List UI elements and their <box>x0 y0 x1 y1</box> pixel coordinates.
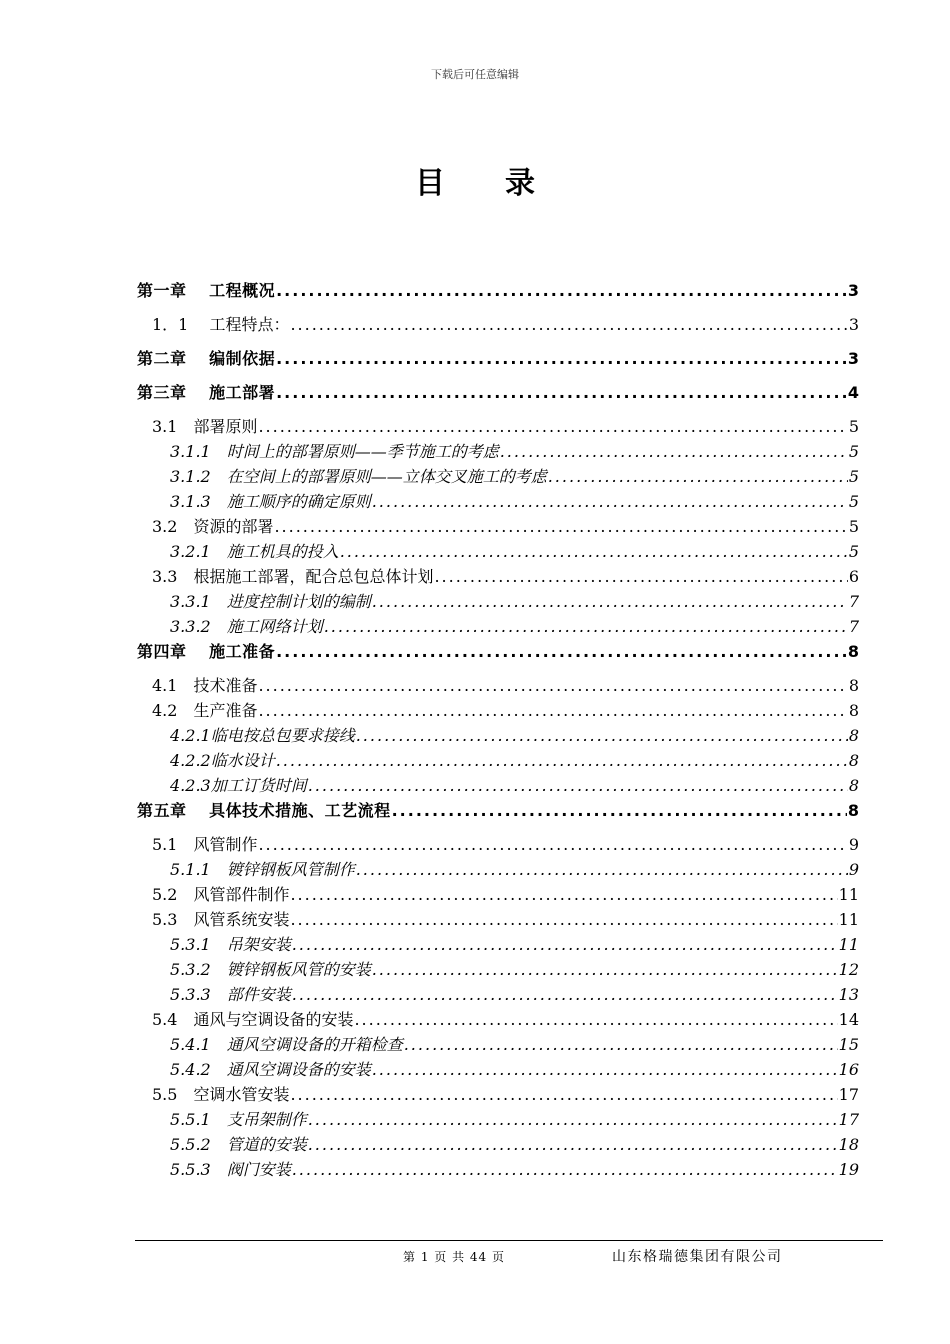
footer-divider <box>135 1240 883 1241</box>
toc-entry[interactable] <box>137 673 859 698</box>
toc-entry-page: 7 <box>848 592 859 611</box>
toc-entry[interactable] <box>137 982 859 1007</box>
toc-entry-page: 5 <box>848 467 859 486</box>
toc-leader-dots <box>308 773 848 798</box>
toc-entry-label: 3.3.2 施工网络计划 <box>170 617 323 636</box>
toc-leader-dots <box>548 464 848 489</box>
toc-entry-page: 5 <box>848 442 859 461</box>
footer-company: 山东格瑞德集团有限公司 <box>612 1249 783 1265</box>
toc-entry[interactable] <box>137 614 859 639</box>
toc-entry-label: 第四章 施工准备 <box>137 642 276 661</box>
toc-entry[interactable] <box>137 1132 859 1157</box>
toc-entry[interactable] <box>137 414 859 439</box>
toc-entry-label: 第二章 编制依据 <box>137 349 276 368</box>
toc-entry-label: 5.1 风管制作 <box>152 835 258 854</box>
toc-leader-dots <box>372 589 848 614</box>
toc-entry[interactable] <box>137 857 859 882</box>
page-title: 目录 <box>415 166 595 201</box>
toc-entry[interactable] <box>137 439 859 464</box>
toc-entry-label: 5.5.2 管道的安装 <box>170 1135 307 1154</box>
toc-leader-dots <box>372 489 848 514</box>
toc-entry-page: 9 <box>848 835 859 854</box>
toc-entry-page: 8 <box>847 642 859 661</box>
toc-leader-dots <box>258 414 847 439</box>
toc-leader-dots <box>372 1057 838 1082</box>
toc-entry-label: 3.2.1 施工机具的投入 <box>170 542 339 561</box>
toc-entry-label: 第三章 施工部署 <box>137 383 276 402</box>
toc-entry-page: 18 <box>838 1135 859 1154</box>
table-of-contents <box>137 278 859 1182</box>
toc-entry[interactable] <box>137 464 859 489</box>
toc-entry-label: 5.4 通风与空调设备的安装 <box>152 1010 354 1029</box>
toc-entry-label: 5.2 风管部件制作 <box>152 885 290 904</box>
toc-leader-dots <box>276 380 847 406</box>
toc-entry[interactable] <box>137 539 859 564</box>
toc-entry[interactable] <box>137 698 859 723</box>
toc-entry[interactable] <box>137 639 859 673</box>
toc-entry-page: 8 <box>847 801 859 820</box>
toc-entry-page: 17 <box>838 1110 859 1129</box>
toc-entry-label: 5.3.3 部件安装 <box>170 985 291 1004</box>
toc-entry[interactable] <box>137 312 859 346</box>
toc-entry-page: 17 <box>838 1085 859 1104</box>
toc-leader-dots <box>258 832 847 857</box>
toc-entry-label: 3.1.3 施工顺序的确定原则 <box>170 492 371 511</box>
toc-entry-label: 1．1 工程特点： <box>152 315 290 334</box>
toc-leader-dots <box>292 1157 838 1182</box>
toc-entry[interactable] <box>137 832 859 857</box>
toc-leader-dots <box>404 1032 838 1057</box>
toc-entry[interactable] <box>137 1157 859 1182</box>
toc-entry[interactable] <box>137 798 859 832</box>
toc-entry-page: 11 <box>838 885 859 904</box>
toc-entry-page: 3 <box>847 281 859 300</box>
toc-entry[interactable] <box>137 1057 859 1082</box>
toc-entry[interactable] <box>137 380 859 414</box>
toc-leader-dots <box>356 723 848 748</box>
toc-entry[interactable] <box>137 1007 859 1032</box>
toc-entry-label: 5.3.2 镀锌钢板风管的安装 <box>170 960 371 979</box>
toc-leader-dots <box>308 1107 838 1132</box>
toc-leader-dots <box>372 957 838 982</box>
header-note: 下载后可任意编辑 <box>431 68 519 81</box>
toc-entry[interactable] <box>137 957 859 982</box>
toc-entry[interactable] <box>137 907 859 932</box>
toc-leader-dots <box>290 882 837 907</box>
toc-entry-label: 5.5.3 阀门安装 <box>170 1160 291 1179</box>
toc-leader-dots <box>392 798 847 824</box>
toc-leader-dots <box>324 614 848 639</box>
toc-entry-page: 8 <box>848 701 859 720</box>
toc-leader-dots <box>354 1007 837 1032</box>
toc-entry-label: 4.2.3加工订货时间 <box>170 776 307 795</box>
toc-entry-label: 5.3 风管系统安装 <box>152 910 290 929</box>
toc-leader-dots <box>434 564 847 589</box>
toc-leader-dots <box>276 346 847 372</box>
toc-leader-dots <box>274 514 847 539</box>
toc-entry-label: 4.1 技术准备 <box>152 676 258 695</box>
toc-entry[interactable] <box>137 723 859 748</box>
toc-entry-label: 3.1.1 时间上的部署原则——季节施工的考虑 <box>170 442 499 461</box>
toc-entry-label: 4.2.2临水设计 <box>170 751 275 770</box>
toc-entry-page: 5 <box>848 517 859 536</box>
toc-leader-dots <box>290 1082 837 1107</box>
toc-entry-label: 4.2 生产准备 <box>152 701 258 720</box>
toc-entry[interactable] <box>137 514 859 539</box>
toc-entry-page: 16 <box>838 1060 859 1079</box>
toc-entry[interactable] <box>137 589 859 614</box>
toc-entry-label: 3.1.2 在空间上的部署原则——立体交叉施工的考虑 <box>170 467 547 486</box>
toc-entry-label: 5.4.2 通风空调设备的安装 <box>170 1060 371 1079</box>
toc-entry[interactable] <box>137 346 859 380</box>
toc-leader-dots <box>356 857 848 882</box>
toc-entry-page: 8 <box>848 726 859 745</box>
toc-entry-page: 6 <box>848 567 859 586</box>
toc-entry-page: 8 <box>848 676 859 695</box>
toc-entry-page: 8 <box>848 776 859 795</box>
toc-leader-dots <box>292 982 838 1007</box>
toc-entry-label: 第一章 工程概况 <box>137 281 276 300</box>
toc-leader-dots <box>290 907 837 932</box>
toc-entry-label: 3.3 根据施工部署，配合总包总体计划 <box>152 567 434 586</box>
toc-entry[interactable] <box>137 1107 859 1132</box>
toc-entry-page: 7 <box>848 617 859 636</box>
toc-entry-label: 4.2.1临电按总包要求接线 <box>170 726 355 745</box>
toc-leader-dots <box>290 312 847 338</box>
toc-entry[interactable] <box>137 489 859 514</box>
toc-entry[interactable] <box>137 773 859 798</box>
toc-entry-label: 5.5 空调水管安装 <box>152 1085 290 1104</box>
toc-entry-page: 19 <box>838 1160 859 1179</box>
toc-leader-dots <box>340 539 848 564</box>
toc-entry-page: 12 <box>838 960 859 979</box>
toc-entry-label: 5.5.1 支吊架制作 <box>170 1110 307 1129</box>
toc-entry-page: 13 <box>838 985 859 1004</box>
toc-entry-label: 5.4.1 通风空调设备的开箱检查 <box>170 1035 403 1054</box>
toc-entry-label: 3.3.1 进度控制计划的编制 <box>170 592 371 611</box>
toc-entry-label: 3.1 部署原则 <box>152 417 258 436</box>
toc-entry[interactable] <box>137 278 859 312</box>
toc-entry-page: 3 <box>848 315 859 334</box>
toc-entry-label: 5.3.1 吊架安装 <box>170 935 291 954</box>
toc-entry-page: 9 <box>848 860 859 879</box>
footer-page-info: 第 1 页 共 44 页 <box>403 1250 505 1264</box>
toc-entry-page: 5 <box>848 542 859 561</box>
toc-entry[interactable] <box>137 882 859 907</box>
toc-entry-page: 5 <box>848 492 859 511</box>
toc-leader-dots <box>276 748 848 773</box>
toc-leader-dots <box>258 673 847 698</box>
toc-entry-page: 15 <box>838 1035 859 1054</box>
toc-entry-page: 11 <box>838 910 859 929</box>
toc-entry[interactable] <box>137 1032 859 1057</box>
toc-entry[interactable] <box>137 564 859 589</box>
toc-entry-label: 3.2 资源的部署 <box>152 517 274 536</box>
toc-leader-dots <box>292 932 838 957</box>
toc-entry[interactable] <box>137 932 859 957</box>
toc-entry-label: 5.1.1 镀锌钢板风管制作 <box>170 860 355 879</box>
toc-entry[interactable] <box>137 1082 859 1107</box>
toc-entry-page: 14 <box>838 1010 859 1029</box>
toc-entry-page: 8 <box>848 751 859 770</box>
toc-entry[interactable] <box>137 748 859 773</box>
toc-entry-page: 4 <box>847 383 859 402</box>
toc-entry-page: 5 <box>848 417 859 436</box>
toc-leader-dots <box>276 278 847 304</box>
toc-entry-label: 第五章 具体技术措施、工艺流程 <box>137 801 391 820</box>
toc-entry-page: 3 <box>847 349 859 368</box>
toc-leader-dots <box>308 1132 838 1157</box>
toc-entry-page: 11 <box>838 935 859 954</box>
toc-leader-dots <box>500 439 848 464</box>
toc-leader-dots <box>276 639 847 665</box>
toc-leader-dots <box>258 698 847 723</box>
